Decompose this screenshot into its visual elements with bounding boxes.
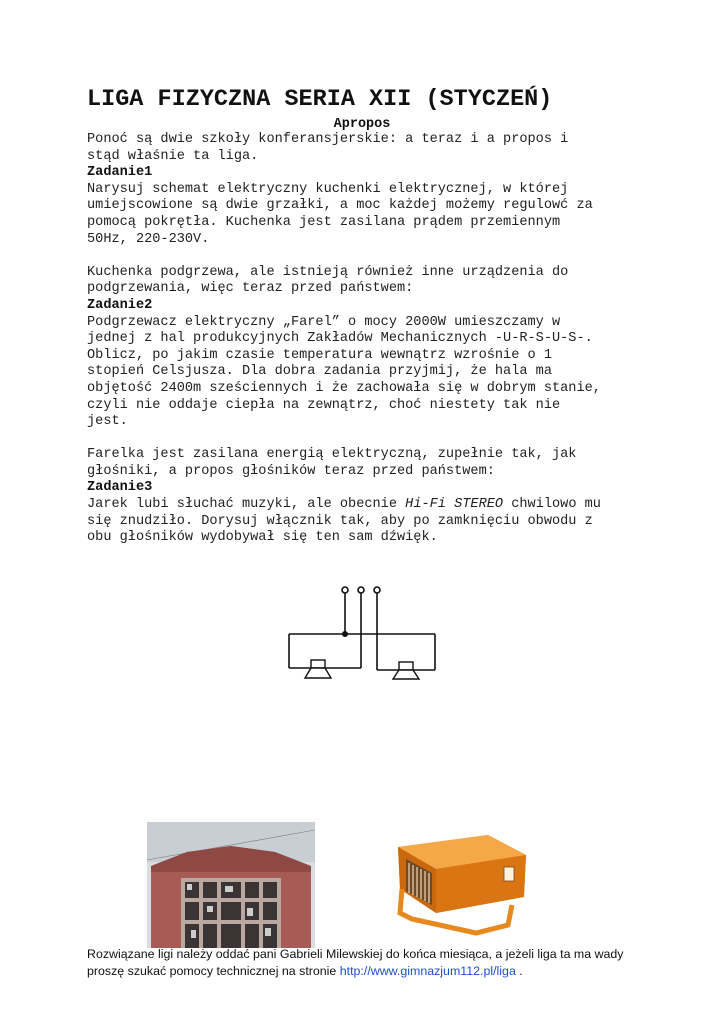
task3-text: Jarek lubi słuchać muzyki, ale obecnie bbox=[87, 497, 406, 513]
intro-line: stąd właśnie ta liga. bbox=[87, 148, 259, 164]
footer-line bbox=[87, 963, 667, 980]
task2-heading: Zadanie2 bbox=[87, 297, 153, 313]
fan-heater-photo bbox=[392, 833, 530, 937]
task2-line: Oblicz, po jakim czasie temperatura wewnątrz wzrośnie o 1 bbox=[87, 347, 552, 363]
task2-line: objętość 2400m sześciennych i że zachowała się w dobrym stanie, bbox=[87, 380, 601, 396]
paragraph-gap bbox=[87, 431, 647, 448]
task1-line: Narysuj schemat elektryczny kuchenki elektrycznej, w której bbox=[87, 181, 569, 197]
task3-line bbox=[87, 497, 647, 514]
page-title: LIGA FIZYCZNA SERIA XII (STYCZEŃ) bbox=[87, 86, 553, 113]
task3-italic-text: Hi-Fi STEREO bbox=[405, 497, 504, 513]
task2-line: czyli nie oddaje ciepła na zewnątrz, choć niestety tak nie bbox=[87, 397, 561, 413]
task2-line: jest. bbox=[87, 414, 128, 430]
website-link[interactable]: http://www.gimnazjum112.pl/liga bbox=[339, 964, 516, 979]
document-body bbox=[87, 132, 647, 547]
terminal-left bbox=[342, 587, 348, 593]
transition2-line: Farelka jest zasilana energią elektryczną, zupełnie tak, jak bbox=[87, 447, 577, 463]
footer-text: . bbox=[515, 964, 523, 979]
terminal-middle bbox=[358, 587, 364, 593]
task3-line: się znudziło. Dorysuj włącznik tak, aby po zamknięciu obwodu z bbox=[87, 513, 593, 529]
footer-text: proszę szukać pomocy technicznej na stronie bbox=[87, 964, 340, 979]
footer-note bbox=[87, 946, 667, 980]
task2-line: jednej z hal produkcyjnych Zakładów Mechanicznych -U-R-S-U-S-. bbox=[87, 331, 593, 347]
task2-line: stopień Celsjusza. Dla dobra zadania przyjmij, że hala ma bbox=[87, 364, 552, 380]
task1-line: umiejscowione są dwie grzałki, a moc każdej możemy regulowć za bbox=[87, 198, 593, 214]
junction-dot bbox=[342, 631, 348, 637]
intro-line: Ponoć są dwie szkoły konferansjerskie: a teraz i a propos i bbox=[87, 132, 569, 147]
transition1-line: podgrzewania, więc teraz przed państwem: bbox=[87, 281, 414, 297]
transition1-line: Kuchenka podgrzewa, ale istnieją również inne urządzenia do bbox=[87, 264, 569, 280]
speaker-circuit-diagram bbox=[283, 580, 443, 680]
task3-heading: Zadanie3 bbox=[87, 480, 153, 496]
task1-line: 50Hz, 220-230V. bbox=[87, 231, 210, 247]
paragraph-gap bbox=[87, 248, 647, 265]
footer-line: Rozwiązane ligi należy oddać pani Gabrieli Milewskiej do końca miesiąca, a jeżeli liga ta ma wady bbox=[87, 947, 624, 961]
terminal-right bbox=[374, 587, 380, 593]
speaker-icon bbox=[305, 660, 331, 678]
task1-line: pomocą pokrętła. Kuchenka jest zasilana prądem przemiennym bbox=[87, 214, 561, 230]
task1-heading: Zadanie1 bbox=[87, 165, 153, 181]
task3-line: obu głośników wydobywał się ten sam dźwięk. bbox=[87, 530, 438, 546]
transition2-line: głośniki, a propos głośników teraz przed państwem: bbox=[87, 463, 495, 479]
task3-text: chwilowo mu bbox=[503, 497, 601, 513]
task2-line: Podgrzewacz elektryczny „Farel” o mocy 2000W umieszczamy w bbox=[87, 314, 561, 330]
page-subtitle: Apropos bbox=[333, 117, 391, 132]
factory-hall-photo bbox=[147, 822, 315, 948]
